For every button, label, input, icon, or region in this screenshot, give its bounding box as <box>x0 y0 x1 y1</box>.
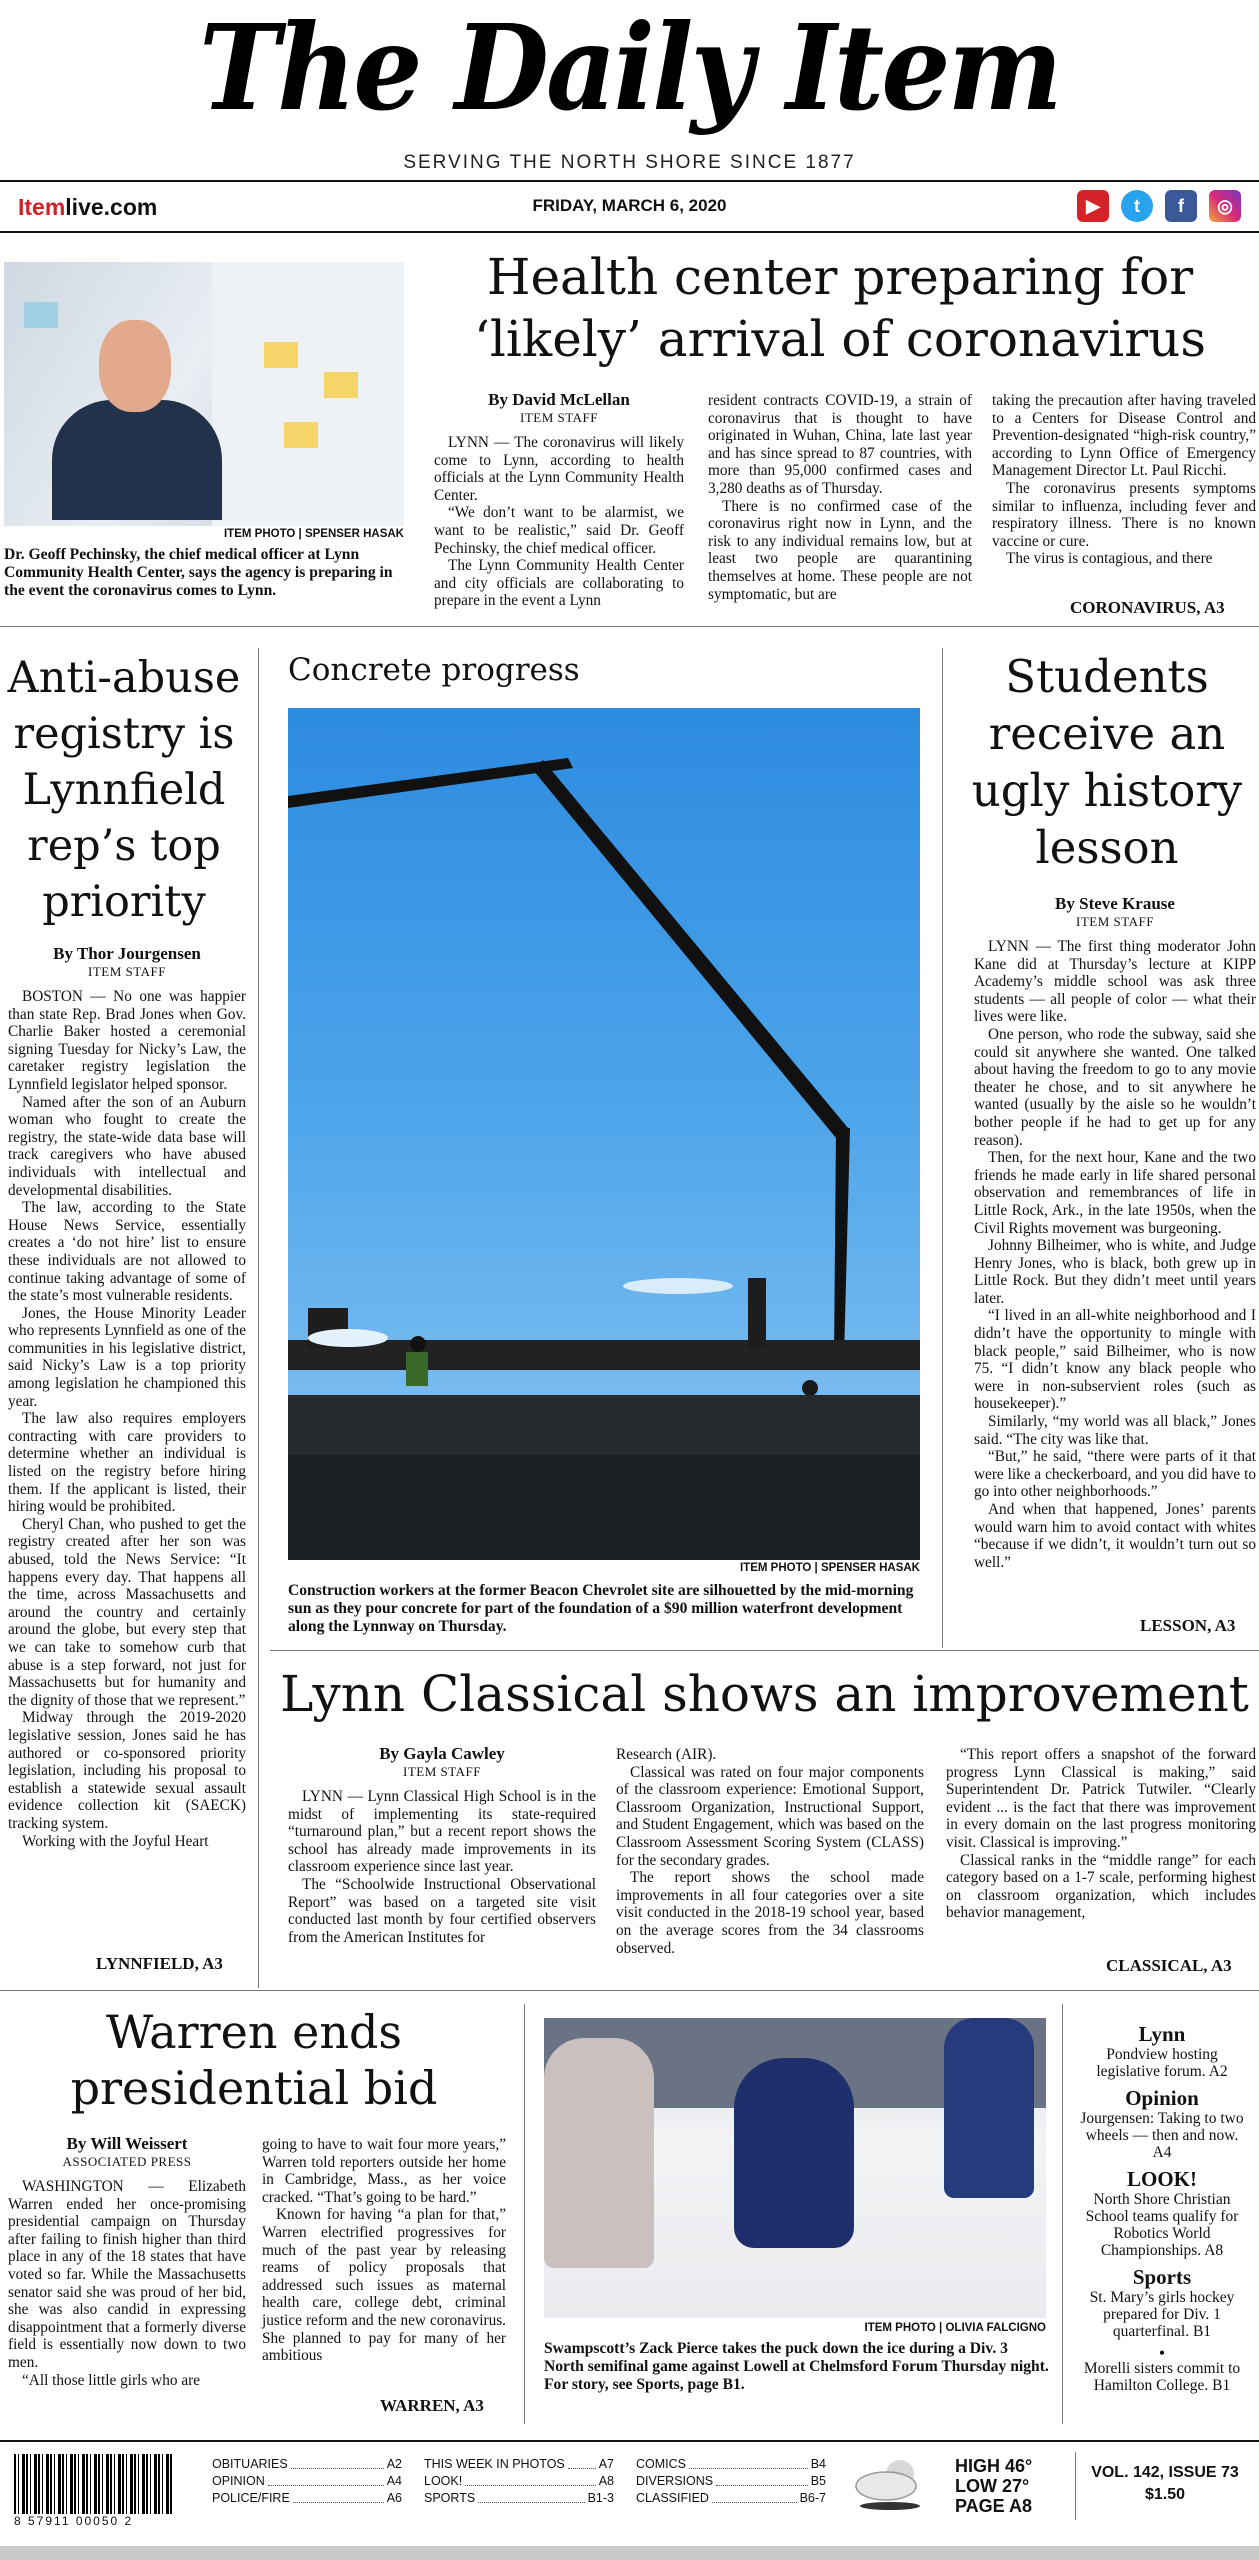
inside-index <box>1075 2018 1249 2400</box>
paragraph: Johnny Bilheimer, who is white, and Judge Henry Jones, who is black, both grew up in Little Rock. But they didn’t meet until years later. <box>974 1237 1256 1307</box>
paragraph: Then, for the next hour, Kane and the two friends he made early in life shared personal observation and remembrances of life in Little Rock, Ark., in the late 1950s, when the Civil Rights movement was burgeoning. <box>974 1149 1256 1237</box>
paragraph: “All those little girls who are <box>22 2371 200 2389</box>
bullet-icon: • <box>1158 2343 1166 2363</box>
toc-column-2 <box>424 2456 614 2507</box>
footer-rule <box>0 2440 1259 2442</box>
page-bottom-bar <box>0 2546 1259 2560</box>
paragraph: The coronavirus presents symptoms similar to influenza, including fever and respiratory illness. There is no known vaccine or cure. <box>992 479 1256 550</box>
paragraph: The law also requires employers contracting with care providers to determine whether an individual is listed on the registry before hiring them. If the applicant is listed, their hiring would be prohibited. <box>8 1410 246 1516</box>
paragraph: Working with the Joyful Heart <box>22 1832 209 1850</box>
toc-label: POLICE/FIRE <box>212 2491 290 2505</box>
toc-page: A2 <box>386 2457 402 2471</box>
paragraph: LYNN — The coronavirus will likely come to Lynn, according to health officials at the Lynn Community Health Center. <box>434 434 684 504</box>
site-prefix: Item <box>18 194 66 220</box>
paragraph: Classical ranks in the “middle range” for each category based on a 1-7 scale, performing highest on classroom organization, which includes behavior management, <box>946 1851 1256 1922</box>
registry-body <box>8 988 246 1850</box>
registry-staff: ITEM STAFF <box>88 964 166 979</box>
toc-page: A7 <box>598 2457 614 2471</box>
paragraph: Research (AIR). <box>616 1746 717 1763</box>
toc-page: B5 <box>810 2474 826 2488</box>
doctor-photo <box>4 262 404 526</box>
classical-byline: By Gayla Cawley <box>379 1744 505 1763</box>
paragraph: “I lived in an all-white neighborhood and I didn’t have the opportunity to mingle with black people,” said Bilheimer, who is now 75. “I didn’t know any black people who were in non-subservient roles (such as housekeeper).” <box>974 1307 1256 1413</box>
warren-body-1 <box>8 2178 246 2389</box>
social-links <box>1077 190 1241 222</box>
masthead <box>0 0 1259 180</box>
toc-page: B4 <box>810 2457 826 2471</box>
paragraph: And when that happened, Jones’ parents would warn him to avoid contact with whites “because if we didn’t, it wouldn’t turn out so well.” <box>974 1501 1256 1571</box>
paragraph: “This report offers a snapshot of the forward progress Lynn Classical is making,” said Superintendent Dr. Patrick Tutwiler. “Clearly evident ... is the fact that there was improvement in every domain on the last progress monitoring visit. Classical is improving.” <box>946 1746 1256 1851</box>
lead-jump: CORONAVIRUS, A3 <box>1070 598 1225 617</box>
section-rule <box>0 1990 1259 1991</box>
toc-row[interactable] <box>636 2473 826 2490</box>
low-temp: LOW 27° <box>955 2476 1030 2496</box>
paragraph: BOSTON — No one was happier than state Rep. Brad Jones when Gov. Charlie Baker hosted a ceremonial signing Tuesday for Nicky’s Law, the caretaker registry legislation the Lynnfield legislator helped sponsor. <box>8 988 246 1093</box>
concrete-caption: Construction workers at the former Beacon Chevrolet site are silhouetted by the mid-morning sun as they pour concrete for part of the foundation of a $90 million waterfront development along the Lynnway on Thursday. <box>288 1582 914 1635</box>
history-staff: ITEM STAFF <box>1076 914 1154 929</box>
twitter-icon[interactable]: t <box>1121 190 1153 222</box>
column-rule <box>1075 2452 1076 2520</box>
warren-jump: WARREN, A3 <box>380 2396 484 2415</box>
lead-col-3 <box>992 392 1256 568</box>
tagline: SERVING THE NORTH SHORE SINCE 1877 <box>403 152 856 173</box>
toc-row[interactable] <box>636 2456 826 2473</box>
paragraph: LYNN — Lynn Classical High School is in the midst of implementing its state-required “turnaround plan,” but a recent report shows the school has already made improvements in its classroom experience since last year. <box>288 1788 596 1876</box>
warren-col-2 <box>262 2136 506 2365</box>
lead-headline-line: Health center preparing for <box>486 248 1194 306</box>
index-category[interactable]: Sports <box>1132 2265 1192 2289</box>
paragraph: Known for having “a plan for that,” Warren electrified progressives for much of the past year by releasing reams of policy proposals that addressed such issues as maternal health care, college debt, criminal justice reform and the new coronavirus. She planned to pay for many of her ambitious <box>262 2206 506 2365</box>
site-suffix: live.com <box>65 194 158 220</box>
paragraph: Midway through the 2019-2020 legislative session, Jones said he has authored or co-sponsored priority legislation, including his proposal to establish a statewide sexual assault evidence collection kit (SAECK) tracking system. <box>8 1709 246 1832</box>
history-byline: By Steve Krause <box>1055 894 1175 913</box>
toc-label: THIS WEEK IN PHOTOS <box>424 2457 565 2471</box>
barcode-icon <box>14 2454 174 2514</box>
weather-forecast <box>955 2456 1032 2516</box>
index-teaser: Pondview hosting legislative forum. A2 <box>1096 2046 1228 2080</box>
instagram-icon[interactable]: ◎ <box>1209 190 1241 222</box>
paragraph: The virus is contagious, and there <box>1006 550 1213 568</box>
lead-staff: ITEM STAFF <box>520 410 598 425</box>
index-teaser: Morelli sisters commit to Hamilton College. B1 <box>1083 2360 1241 2394</box>
volume-issue: VOL. 142, ISSUE 73 <box>1091 2464 1239 2481</box>
toc-row[interactable] <box>212 2473 402 2490</box>
issue-date: FRIDAY, MARCH 6, 2020 <box>532 196 727 215</box>
history-story <box>974 894 1256 1571</box>
photo-caption: Dr. Geoff Pechinsky, the chief medical officer at Lynn Community Health Center, says the agency is preparing in the event the coronavirus comes to Lynn. <box>4 546 393 599</box>
hockey-credit: ITEM PHOTO | OLIVIA FALCIGNO <box>864 2322 1046 2334</box>
weather-page: PAGE A8 <box>955 2496 1033 2516</box>
date-bar <box>0 182 1259 232</box>
concrete-photo <box>288 708 920 1560</box>
photo-credit: ITEM PHOTO | SPENSER HASAK <box>223 528 404 540</box>
paragraph: Similarly, “my world was all black,” Jones said. “The city was like that. <box>974 1413 1256 1448</box>
warren-staff: ASSOCIATED PRESS <box>62 2154 192 2169</box>
history-headline: Students receive an ugly history lesson <box>971 650 1243 874</box>
toc-page: B6-7 <box>799 2491 826 2505</box>
date-rule <box>0 231 1259 233</box>
cloud-sun-icon <box>852 2452 928 2512</box>
classical-col-2 <box>616 1746 924 1957</box>
paragraph: There is no confirmed case of the coronavirus right now in Lynn, and the risk to any individual remains low, but at least two people are quarantining themselves at home. These people are not symptomatic, but are <box>708 497 972 603</box>
classical-body-1 <box>288 1788 596 1946</box>
paragraph: The law, according to the State House News Service, essentially creates a ‘do not hire’ list to ensure these individuals are not allowed to continue taking advantage of some of the state’s most vulnerable residents. <box>8 1199 246 1305</box>
facebook-icon[interactable]: f <box>1165 190 1197 222</box>
paragraph: “But,” he said, “there were parts of it that were like a checkerboard, and you did have to go into other neighborhoods.” <box>974 1448 1256 1501</box>
toc-page: A4 <box>386 2474 402 2488</box>
toc-label: DIVERSIONS <box>636 2474 714 2488</box>
paragraph: Jones, the House Minority Leader who represents Lynnfield as one of the communities in his legislative district, said Nicky’s Law is a top priority among legislation he championed this year. <box>8 1304 246 1410</box>
toc-column-3 <box>636 2456 826 2507</box>
registry-headline: Anti-abuse registry is Lynnfield rep’s top priority <box>7 653 241 927</box>
column-rule <box>258 648 259 1988</box>
paragraph: LYNN — The first thing moderator John Kane did at Thursday’s lecture at KIPP Academy’s middle school was ask three students — all people of color — what their lives were like. <box>974 938 1256 1026</box>
toc-label: LOOK! <box>424 2474 463 2488</box>
lead-col-1 <box>434 390 684 610</box>
warren-headline-line: Warren ends <box>105 2005 403 2059</box>
toc-label: OBITUARIES <box>212 2457 288 2471</box>
paragraph: taking the precaution after having traveled to a Centers for Disease Control and Prevention-designated “high-risk country,” according to Lynn Office of Emergency Management Director Lt. Paul Ricchi. <box>992 392 1256 480</box>
lead-byline: By David McLellan <box>488 390 630 409</box>
paragraph: The “Schoolwide Instructional Observational Report” was based on a targeted site visit conducted last month by four certified observers from the American Institutes for <box>288 1875 596 1946</box>
registry-byline: By Thor Jourgensen <box>53 944 201 963</box>
paragraph: Cheryl Chan, who pushed to get the registry created after her son was abused, told the News Service: “It happens every day. That happens all the time, across Massachusetts and around the country and certainly around the globe, but every step that we can take to somehow curb that abuse is a step forward, not just for Massachusetts but for humanity and the dignity of those that we represent.” <box>8 1515 246 1709</box>
history-body <box>974 938 1256 1571</box>
index-teaser: North Shore Christian School teams qualify for Robotics World Championships. A8 <box>1085 2191 1239 2259</box>
lead-headline <box>430 246 1250 370</box>
classical-headline: Lynn Classical shows an improvement <box>280 1665 1249 1723</box>
lead-col-2 <box>708 392 972 603</box>
index-category[interactable]: Opinion <box>1125 2086 1199 2110</box>
toc-page: A8 <box>598 2474 614 2488</box>
toc-label: CLASSIFIED <box>636 2491 709 2505</box>
paragraph: “We don’t want to be alarmist, we want to be realistic,” said Dr. Geoff Pechinsky, the chief medical officer. <box>434 504 684 557</box>
toc-label: COMICS <box>636 2457 686 2471</box>
toc-page: B1-3 <box>587 2491 614 2505</box>
toc-row[interactable] <box>212 2456 402 2473</box>
high-temp: HIGH 46° <box>955 2456 1033 2476</box>
lead-body-1 <box>434 434 684 610</box>
warren-headline-line: presidential bid <box>70 2061 438 2115</box>
classical-staff: ITEM STAFF <box>403 1764 481 1779</box>
hockey-caption: Swampscott’s Zack Pierce takes the puck down the ice during a Div. 3 North semifinal game against Lowell at Chelmsford Forum Thursday night. For story, see Sports, page B1. <box>544 2340 1049 2393</box>
paragraph: WASHINGTON — Elizabeth Warren ended her once-promising presidential campaign on Thursday after failing to finish higher than third place in any of the 18 states that have voted so far. While the Massachusetts senator said she was proud of her bid, she was also candid in expressing disappointment that a formerly diverse field is essentially now down to two men. <box>8 2178 246 2371</box>
toc-row[interactable] <box>636 2490 826 2507</box>
youtube-icon[interactable]: ▶ <box>1077 190 1109 222</box>
toc-row[interactable] <box>424 2473 614 2490</box>
toc-label: SPORTS <box>424 2491 476 2505</box>
cover-price: $1.50 <box>1144 2486 1186 2503</box>
toc-label: OPINION <box>212 2474 265 2488</box>
warren-byline: By Will Weissert <box>66 2134 188 2153</box>
section-rule <box>270 1650 1259 1651</box>
warren-headline <box>4 2004 504 2116</box>
paragraph: going to have to wait four more years,” Warren told reporters outside her home in Cambridge, Mass., as her voice cracked. “That’s going to be hard.” <box>262 2136 506 2206</box>
toc-row[interactable] <box>212 2490 402 2507</box>
toc-row[interactable] <box>424 2456 614 2473</box>
toc-row[interactable] <box>424 2490 614 2507</box>
paragraph: One person, who rode the subway, said she could sit anywhere she wanted. One talked about having the freedom to go to any movie theater he chose, and to sit anywhere he wanted (usually by the aisle so he wouldn’t bother people if he had to get up for any reason). <box>974 1025 1256 1149</box>
paper-name: The Daily Item <box>199 0 1060 137</box>
classical-jump: CLASSICAL, A3 <box>1106 1956 1232 1975</box>
paragraph: The report shows the school made improvements in all four categories over a site visit conducted in the 2018-19 school year, based on the average scores from the 34 classrooms observed. <box>616 1869 924 1957</box>
registry-story <box>8 944 246 1850</box>
index-teaser: St. Mary’s girls hockey prepared for Div. 1 quarterfinal. B1 <box>1089 2289 1235 2340</box>
paragraph: The Lynn Community Health Center and city officials are collaborating to prepare in the event a Lynn <box>434 557 684 610</box>
index-category[interactable]: Lynn <box>1138 2022 1186 2046</box>
paragraph: Classical was rated on four major components of the classroom experience: Emotional Support, Classroom Organization, Instructional Support, and Student Engagement, which was based on the Classroom Assessment Scoring System (CLASS) for the secondary grades. <box>616 1763 924 1869</box>
lead-headline-line: ‘likely’ arrival of coronavirus <box>474 310 1206 368</box>
classical-col-3 <box>946 1746 1256 1922</box>
toc-column-1 <box>212 2456 402 2507</box>
paragraph: Named after the son of an Auburn woman who fought to create the registry, the state-wide data base will track caregivers who have abused individuals with intellectual and developmental disabilities. <box>8 1093 246 1199</box>
warren-col-1 <box>8 2134 246 2389</box>
concrete-credit: ITEM PHOTO | SPENSER HASAK <box>739 1562 920 1574</box>
classical-col-1 <box>288 1744 596 1946</box>
history-jump: LESSON, A3 <box>1140 1616 1236 1635</box>
hockey-photo <box>544 2018 1046 2318</box>
toc-page: A6 <box>386 2491 402 2505</box>
registry-jump: LYNNFIELD, A3 <box>96 1954 223 1973</box>
barcode-number: 8 57911 00050 2 <box>14 2514 134 2528</box>
column-rule <box>942 648 943 1648</box>
column-rule <box>1062 2004 1063 2424</box>
column-rule <box>524 2004 525 2424</box>
section-rule <box>0 626 1259 627</box>
index-teaser: Jourgensen: Taking to two wheels — then and now. A4 <box>1080 2110 1244 2161</box>
index-category[interactable]: LOOK! <box>1126 2167 1197 2191</box>
paragraph: resident contracts COVID-19, a strain of coronavirus that is thought to have originated in Wuhan, China, late last year and has since spread to 87 countries, with more than 95,000 confirmed cases and 3,280 deaths as of Thursday. <box>708 392 972 497</box>
volume-info <box>1090 2462 1240 2506</box>
concrete-title: Concrete progress <box>288 652 580 688</box>
